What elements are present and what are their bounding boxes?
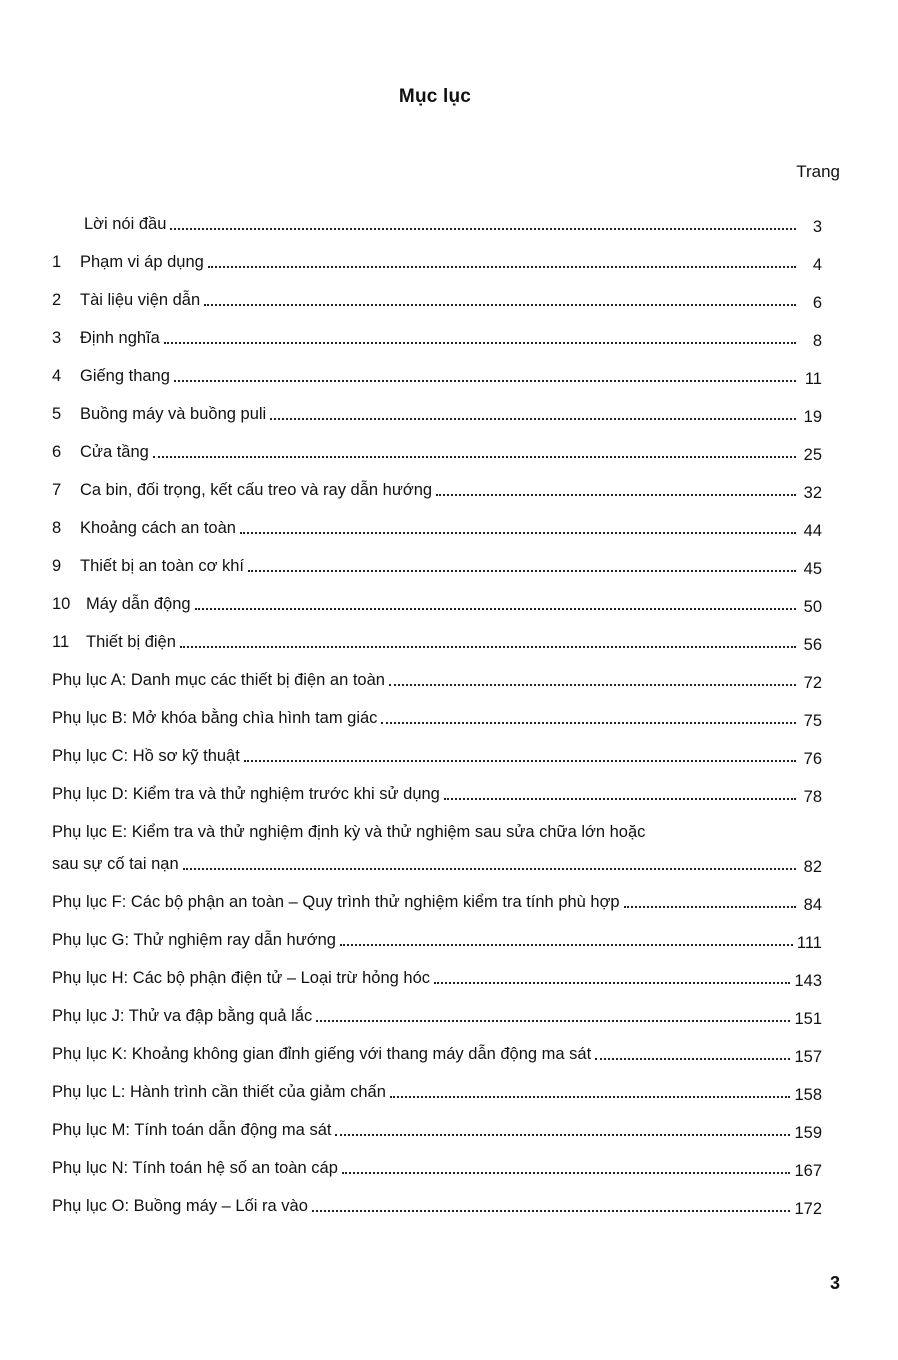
leader-dots <box>204 304 796 306</box>
leader-dots <box>624 906 796 908</box>
toc-entry-title: Thiết bị điện <box>86 633 176 651</box>
toc-entry-appendix[interactable] <box>52 728 822 766</box>
toc-entry-page: 158 <box>794 1086 822 1104</box>
toc-entry-page: 75 <box>803 712 822 730</box>
toc-entry-page: 19 <box>803 408 822 426</box>
toc-entry-page: 78 <box>803 788 822 806</box>
leader-dots <box>180 646 796 648</box>
leader-dots <box>436 494 796 496</box>
toc-entry-appendix[interactable] <box>52 988 822 1026</box>
leader-dots <box>389 684 796 686</box>
toc-entry-title-continued: sau sự cố tai nạn <box>52 855 179 873</box>
toc-entry-title: Phụ lục N: Tính toán hệ số an toàn cáp <box>52 1159 338 1177</box>
toc-entry-appendix[interactable] <box>52 766 822 804</box>
toc-entry-page: 159 <box>794 1124 822 1142</box>
toc-entry-title: Phụ lục D: Kiểm tra và thử nghiệm trước khi sử dụng <box>52 785 440 803</box>
toc-entry-appendix[interactable] <box>52 1026 822 1064</box>
toc-entry-number: 11 <box>52 633 70 651</box>
toc-entry-appendix[interactable] <box>52 912 822 950</box>
toc-entry-title: Ca bin, đối trọng, kết cấu treo và ray dẫn hướng <box>80 481 433 499</box>
toc-entry-number: 7 <box>52 481 62 499</box>
toc-entry-title: Buồng máy và buồng puli <box>80 405 267 423</box>
leader-dots <box>195 608 796 610</box>
toc-entry-page: 82 <box>803 858 822 876</box>
toc-entry-page: 8 <box>812 332 822 350</box>
toc-entry-page: 151 <box>794 1010 822 1028</box>
toc-entry-number: 3 <box>52 329 62 347</box>
toc-entry-title: Phụ lục C: Hồ sơ kỹ thuật <box>52 747 240 765</box>
toc-title: Mục lục <box>398 86 472 107</box>
leader-dots <box>170 228 796 230</box>
toc-entry-title: Phụ lục M: Tính toán dẫn động ma sát <box>52 1121 332 1139</box>
toc-entry-title: Định nghĩa <box>80 329 160 347</box>
toc-entry-title: Phạm vi áp dụng <box>80 253 204 271</box>
toc-entry-page: 11 <box>804 370 822 388</box>
toc-entry-page: 143 <box>794 972 822 990</box>
toc-entry-appendix[interactable] <box>52 1102 822 1140</box>
leader-dots <box>270 418 796 420</box>
toc-entry-title: Tài liệu viện dẫn <box>80 291 201 309</box>
toc-entry-number: 8 <box>52 519 62 537</box>
toc-entry[interactable] <box>52 500 822 538</box>
toc-entry[interactable] <box>52 386 822 424</box>
toc-entry-title: Phụ lục H: Các bộ phận điện tử – Loại trừ hỏng hóc <box>52 969 430 987</box>
toc-entry-number: 5 <box>52 405 62 423</box>
toc-entry[interactable] <box>52 196 822 234</box>
toc-entry-page: 3 <box>812 218 822 236</box>
toc-entry-page: 44 <box>803 522 822 540</box>
toc-entry[interactable] <box>52 234 822 272</box>
toc-entry-number: 6 <box>52 443 62 461</box>
toc-entry-page: 72 <box>803 674 822 692</box>
toc-entry-page: 45 <box>803 560 822 578</box>
toc-entry-page: 32 <box>803 484 822 502</box>
toc-entry-title: Phụ lục O: Buồng máy – Lối ra vào <box>52 1197 308 1215</box>
toc-entry-appendix[interactable] <box>52 874 822 912</box>
toc-entry-page: 111 <box>796 934 822 952</box>
toc-entry[interactable] <box>52 272 822 310</box>
toc-entry-title: Cửa tầng <box>80 443 149 461</box>
toc-entry-title: Khoảng cách an toàn <box>80 519 236 537</box>
toc-entry-title: Phụ lục F: Các bộ phận an toàn – Quy trình thử nghiệm kiểm tra tính phù hợp <box>52 893 620 911</box>
toc-entry-appendix[interactable] <box>52 1064 822 1102</box>
toc-entry[interactable] <box>52 310 822 348</box>
toc-entry-number: 4 <box>52 367 62 385</box>
leader-dots <box>381 722 796 724</box>
toc-entry-title: Phụ lục G: Thử nghiệm ray dẫn hướng <box>52 931 336 949</box>
toc-entry[interactable] <box>52 576 822 614</box>
toc-entry-title: Phụ lục A: Danh mục các thiết bị điện an toàn <box>52 671 385 689</box>
leader-dots <box>240 532 796 534</box>
toc-entry-title: Thiết bị an toàn cơ khí <box>80 557 244 575</box>
leader-dots <box>153 456 796 458</box>
leader-dots <box>248 570 796 572</box>
toc-entry-number: 9 <box>52 557 62 575</box>
toc-entry-page: 25 <box>803 446 822 464</box>
toc-entry-page: 76 <box>803 750 822 768</box>
toc-entry-appendix[interactable] <box>52 804 822 874</box>
leader-dots <box>164 342 796 344</box>
toc-entry-page: 56 <box>803 636 822 654</box>
toc-entry-title: Phụ lục K: Khoảng không gian đỉnh giếng với thang máy dẫn động ma sát <box>52 1045 592 1063</box>
leader-dots <box>342 1172 791 1174</box>
leader-dots <box>335 1134 790 1136</box>
toc-entry[interactable] <box>52 348 822 386</box>
toc-entry[interactable] <box>52 614 822 652</box>
leader-dots <box>183 868 796 870</box>
toc-entry-title: Phụ lục E: Kiểm tra và thử nghiệm định kỳ và thử nghiệm sau sửa chữa lớn hoặc <box>52 823 646 841</box>
leader-dots <box>312 1210 791 1212</box>
toc-entry-appendix[interactable] <box>52 1178 822 1216</box>
leader-dots <box>174 380 796 382</box>
leader-dots <box>316 1020 790 1022</box>
toc-entry-appendix[interactable] <box>52 652 822 690</box>
toc-entry-page: 50 <box>803 598 822 616</box>
toc-entry-title: Phụ lục L: Hành trình cần thiết của giảm chấn <box>52 1083 386 1101</box>
leader-dots <box>340 944 793 946</box>
toc-entry-page: 172 <box>794 1200 822 1218</box>
toc-entry-page: 6 <box>812 294 822 312</box>
toc-entry-page: 167 <box>794 1162 822 1180</box>
toc-entry-page: 4 <box>812 256 822 274</box>
toc-entry-page: 84 <box>803 896 822 914</box>
leader-dots <box>444 798 796 800</box>
toc-entry-appendix[interactable] <box>52 690 822 728</box>
toc-entry-title: Giếng thang <box>80 367 170 385</box>
page-number: 3 <box>829 1273 840 1293</box>
toc-entry-title: Lời nói đầu <box>84 215 167 233</box>
table-of-contents <box>52 196 822 1216</box>
leader-dots <box>244 760 796 762</box>
toc-entry-number: 2 <box>52 291 62 309</box>
page-column-label: Trang <box>796 162 840 181</box>
leader-dots <box>434 982 790 984</box>
toc-entry-title: Phụ lục J: Thử va đập bằng quả lắc <box>52 1007 313 1025</box>
toc-entry-title: Máy dẫn động <box>86 595 191 613</box>
toc-entry-title: Phụ lục B: Mở khóa bằng chìa hình tam giác <box>52 709 378 727</box>
toc-entry-number: 10 <box>52 595 71 613</box>
leader-dots <box>390 1096 791 1098</box>
toc-entry-page: 157 <box>794 1048 822 1066</box>
toc-entry-number: 1 <box>52 253 62 271</box>
toc-entry[interactable] <box>52 538 822 576</box>
leader-dots <box>208 266 796 268</box>
toc-entry[interactable] <box>52 424 822 462</box>
toc-entry-appendix[interactable] <box>52 1140 822 1178</box>
leader-dots <box>595 1058 790 1060</box>
toc-entry[interactable] <box>52 462 822 500</box>
toc-entry-appendix[interactable] <box>52 950 822 988</box>
